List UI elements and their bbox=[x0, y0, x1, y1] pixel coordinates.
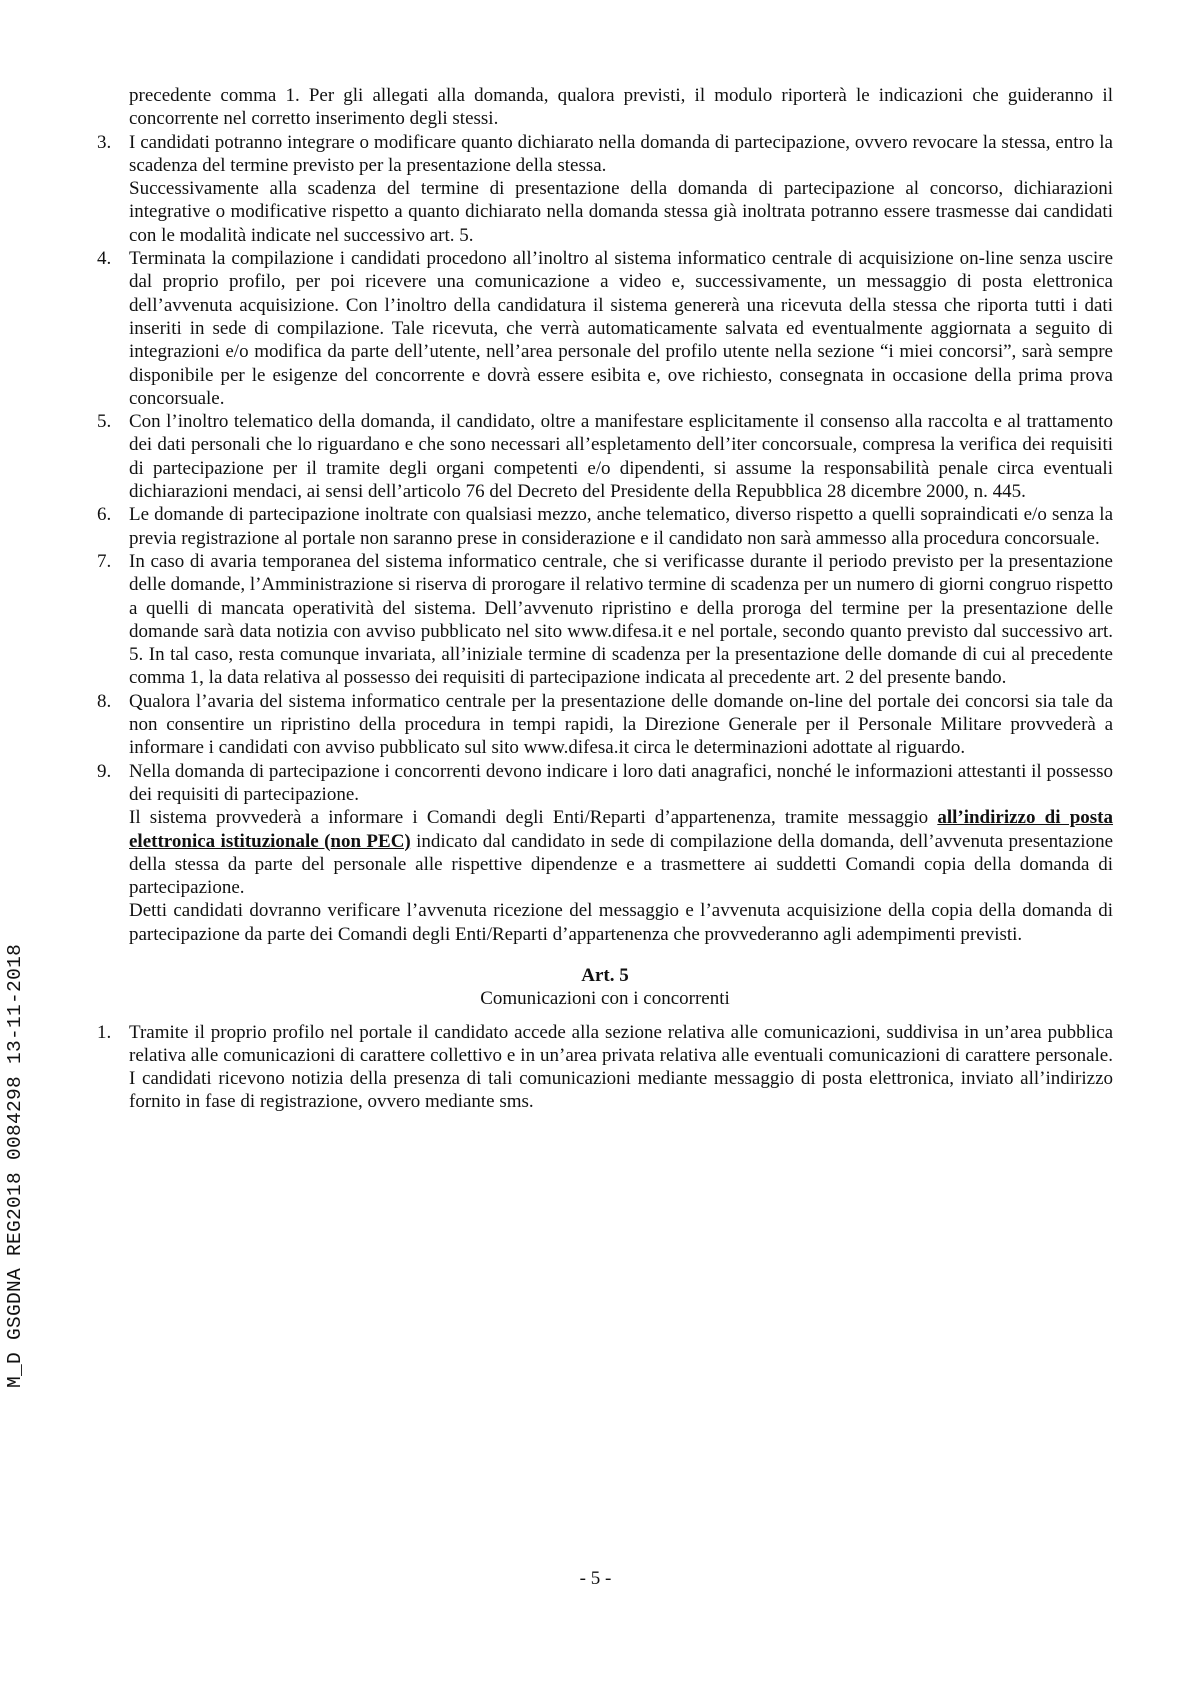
paragraph-text: Qualora l’avaria del sistema informatico centrale per la presentazione delle domande on-line del portale dei concorsi sia tale da non consentire un ripristino della procedura in tempi rapidi, la Direzione Generale per il Personale Militare provvederà a informare i candidati con avviso pubblicato sul sito www.difesa.it circa le determinazioni adottate al riguardo. bbox=[129, 690, 1113, 759]
list-item-5 bbox=[97, 410, 1113, 503]
paragraph-text: Con l’inoltro telematico della domanda, il candidato, oltre a manifestare esplicitamente il consenso alla raccolta e al trattamento dei dati personali che lo riguardano e che sono necessari all’espletamento dell’iter concorsuale, compresa la verifica dei requisiti di partecipazione per il tramite degli organi competenti e/o dipendenti, si assume la responsabilità penale circa eventuali dichiarazioni mendaci, ai sensi dell’articolo 76 del Decreto del Presidente della Repubblica 28 dicembre 2000, n. 445. bbox=[129, 411, 1113, 503]
paragraph-text: Terminata la compilazione i candidati procedono all’inoltro al sistema informatico centrale di acquisizione on-line senza uscire dal proprio profilo, per poi ricevere una comunicazione a video e, successivamente, un messaggio di posta elettronica dell’avvenuta acquisizione. Con l’inoltro della candidatura il sistema genererà una ricevuta della stessa che riporta tutti i dati inseriti in sede di compilazione. Tale ricevuta, che verrà automaticamente salvata ed eventualmente aggiornata a seguito di integrazioni e/o modifica da parte dell’utente, nell’area personale del profilo utente nella sezione “i miei concorsi”, sarà sempre disponibile per le esigenze del concorrente e dovrà essere esibita e, ove richiesto, consegnata in occasione della prima prova concorsuale. bbox=[129, 248, 1113, 409]
article-subtitle: Comunicazioni con i concorrenti bbox=[480, 988, 730, 1010]
list-item-3 bbox=[97, 131, 1113, 247]
list-number: 4. bbox=[97, 248, 112, 270]
paragraph-text: Successivamente alla scadenza del termine di presentazione della domanda di partecipazione al concorso, dichiarazioni integrative o modificative rispetto a quanto dichiarato nella domanda stessa già inoltrata potranno essere trasmesse dai candidati con le modalità indicate nel successivo art. 5. bbox=[129, 178, 1113, 246]
list-item-8 bbox=[97, 690, 1113, 760]
protocol-stamp: M_D GSGDNA REG2018 0084298 13-11-2018 bbox=[4, 943, 26, 1388]
list-item-9 bbox=[97, 760, 1113, 946]
paragraph-text: In caso di avaria temporanea del sistema informatico centrale, che si verificasse durante il periodo previsto per la presentazione delle domande, l’Amministrazione si riserva di prorogare il relativo termine di scadenza per un numero di giorni congruo rispetto a quelli di mancata operatività del sistema. Dell’avvenuto ripristino e della proroga del termine per la presentazione delle domande sarà data notizia con avviso pubblicato nel sito www.difesa.it e nel portale, secondo quanto previsto dal successivo art. 5. In tal caso, resta comunque invariata, all’iniziale termine di scadenza per la presentazione delle domande di cui al precedente comma 1, la data relativa al possesso dei requisiti di partecipazione indicata al precedente art. 2 del presente bando. bbox=[129, 550, 1114, 689]
list-number: 1. bbox=[97, 1021, 112, 1043]
continuation-paragraph bbox=[97, 84, 1113, 131]
text-run: indicato dal candidato in sede di compilazione della domanda, dell’avvenuta presentazione della stessa da parte del personale alle rispettive dipendenze e a trasmettere ai suddetti Comandi copia della domanda di partecipazione. bbox=[129, 830, 1113, 899]
list-number: 9. bbox=[97, 760, 112, 782]
list-number: 6. bbox=[97, 504, 112, 526]
list-item-6 bbox=[97, 503, 1113, 550]
list-number: 8. bbox=[97, 690, 112, 712]
emphasized-email-requirement: all’indirizzo di posta elettronica istituzionale (non PEC) bbox=[129, 807, 1114, 852]
paragraph-text: I candidati potranno integrare o modificare quanto dichiarato nella domanda di partecipazione, ovvero revocare la stessa, entro la scadenza del termine previsto per la presentazione della stessa. bbox=[129, 131, 1113, 176]
paragraph-text: Tramite il proprio profilo nel portale il candidato accede alla sezione relativa alle comunicazioni, suddivisa in un’area pubblica relativa alle comunicazioni di carattere collettivo e in un’area privata relativa alle eventuali comunicazioni di carattere personale. I candidati ricevono notizia della presenza di tali comunicazioni mediante messaggio di posta elettronica, inviato all’indirizzo fornito in fase di registrazione, ovvero mediante sms. bbox=[129, 1021, 1113, 1113]
list-number: 3. bbox=[97, 131, 112, 153]
list-number: 5. bbox=[97, 411, 112, 433]
paragraph-text bbox=[129, 806, 1113, 899]
page-number: - 5 - bbox=[579, 1568, 612, 1589]
paragraph-text: Le domande di partecipazione inoltrate con qualsiasi mezzo, anche telematico, diverso rispetto a quelli sopraindicati e/o senza la previa registrazione al portale non saranno prese in considerazione e il candidato non sarà ammesso alla procedura concorsuale. bbox=[129, 504, 1113, 549]
list-item-4 bbox=[97, 247, 1113, 410]
article5-item-1 bbox=[97, 1021, 1113, 1114]
text-run: Il sistema provvederà a informare i Comandi degli Enti/Reparti d’appartenenza, tramite messaggio bbox=[129, 807, 929, 829]
list-number: 7. bbox=[97, 550, 112, 572]
paragraph-text: Nella domanda di partecipazione i concorrenti devono indicare i loro dati anagrafici, nonché le informazioni attestanti il possesso dei requisiti di partecipazione. bbox=[129, 760, 1113, 805]
article-heading: Art. 5 bbox=[581, 964, 629, 986]
paragraph-text: precedente comma 1. Per gli allegati alla domanda, qualora previsti, il modulo riporterà le indicazioni che guideranno il concorrente nel corretto inserimento degli stessi. bbox=[129, 85, 1113, 130]
document-body bbox=[97, 84, 1113, 1114]
paragraph-text: Detti candidati dovranno verificare l’avvenuta ricezione del messaggio e l’avvenuta acquisizione della copia della domanda di partecipazione da parte dei Comandi degli Enti/Reparti d’appartenenza che provvederanno agli adempimenti previsti. bbox=[129, 900, 1113, 945]
list-item-7 bbox=[97, 550, 1113, 690]
